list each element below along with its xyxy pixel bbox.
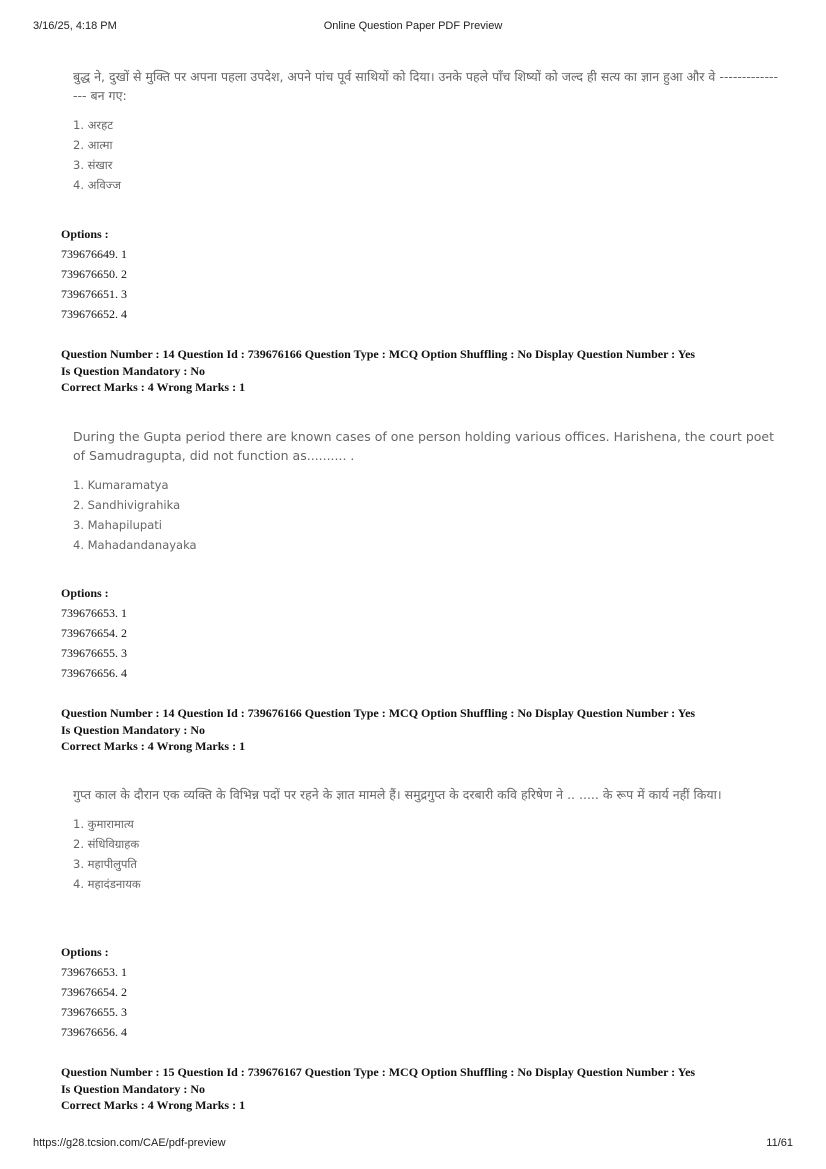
option-item: 739676654. 2 <box>61 985 127 999</box>
options-label: Options : <box>61 945 109 959</box>
choice-item: 1. Kumaramatya <box>73 478 169 492</box>
meta-line: Question Number : 15 Question Id : 739676167 Question Type : MCQ Option Shuffling : No Display Question Number : Yes <box>61 1065 696 1079</box>
page-url: https://g28.tcsion.com/CAE/pdf-preview <box>33 1137 226 1149</box>
question-choices <box>73 475 778 555</box>
meta-line: Question Number : 14 Question Id : 739676166 Question Type : MCQ Option Shuffling : No Display Question Number : Yes <box>61 706 696 720</box>
choice-item: 4. Mahadandanayaka <box>73 538 197 552</box>
question-image-1 <box>73 67 778 195</box>
question-text: During the Gupta period there are known cases of one person holding various offices. Harishena, the court poet of Samudragupta, did not function as.......... . <box>73 429 775 463</box>
print-datetime: 3/16/25, 4:18 PM <box>33 20 117 32</box>
choice-item: 1. अरहट <box>73 118 114 132</box>
page-number: 11/61 <box>766 1137 793 1149</box>
choice-item: 3. महापीलुपति <box>73 857 137 871</box>
option-item: 739676656. 4 <box>61 666 127 680</box>
question-image-2 <box>73 427 778 555</box>
option-item: 739676652. 4 <box>61 307 127 321</box>
question-meta-2 <box>61 705 781 755</box>
option-item: 739676650. 2 <box>61 267 127 281</box>
question-text: गुप्त काल के दौरान एक व्यक्ति के विभिन्न पदों पर रहने के ज्ञात मामले हैं। समुद्रगुप्त के दरबारी कवि हरिषेण ने .. ..... के रूप में कार्य नहीं किया। <box>73 787 722 802</box>
choice-item: 3. Mahapilupati <box>73 518 162 532</box>
question-choices <box>73 814 778 894</box>
option-item: 739676655. 3 <box>61 1005 127 1019</box>
option-item: 739676653. 1 <box>61 606 127 620</box>
options-list-1 <box>61 224 127 324</box>
option-item: 739676656. 4 <box>61 1025 127 1039</box>
meta-line: Question Number : 14 Question Id : 739676166 Question Type : MCQ Option Shuffling : No Display Question Number : Yes <box>61 347 696 361</box>
option-item: 739676653. 1 <box>61 965 127 979</box>
question-image-3 <box>73 785 778 894</box>
options-list-3 <box>61 942 127 1042</box>
question-choices <box>73 115 778 195</box>
meta-line: Correct Marks : 4 Wrong Marks : 1 <box>61 1098 246 1112</box>
choice-item: 4. महादंडनायक <box>73 877 141 891</box>
page-title: Online Question Paper PDF Preview <box>323 20 503 32</box>
choice-item: 2. आत्मा <box>73 138 113 152</box>
question-meta-1 <box>61 346 781 396</box>
meta-line: Correct Marks : 4 Wrong Marks : 1 <box>61 380 246 394</box>
options-label: Options : <box>61 586 109 600</box>
question-text: बुद्ध ने, दुखों से मुक्ति पर अपना पहला उपदेश, अपने पांच पूर्व साथियों को दिया। उनके पहले पाँच शिष्यों को जल्द ही सत्य का ज्ञान हुआ और वे ---------------- बन गए: <box>73 69 778 103</box>
option-item: 739676651. 3 <box>61 287 127 301</box>
options-list-2 <box>61 583 127 683</box>
options-label: Options : <box>61 227 109 241</box>
choice-item: 1. कुमारामात्य <box>73 817 134 831</box>
meta-line: Is Question Mandatory : No <box>61 722 206 737</box>
option-item: 739676649. 1 <box>61 247 127 261</box>
choice-item: 3. संखार <box>73 158 113 172</box>
question-meta-3 <box>61 1064 781 1114</box>
meta-line: Is Question Mandatory : No <box>61 363 206 378</box>
option-item: 739676655. 3 <box>61 646 127 660</box>
meta-line: Is Question Mandatory : No <box>61 1081 206 1096</box>
meta-line: Correct Marks : 4 Wrong Marks : 1 <box>61 739 246 753</box>
choice-item: 4. अविज्ज <box>73 178 121 192</box>
choice-item: 2. संधिविग्राहक <box>73 837 140 851</box>
option-item: 739676654. 2 <box>61 626 127 640</box>
choice-item: 2. Sandhivigrahika <box>73 498 181 512</box>
